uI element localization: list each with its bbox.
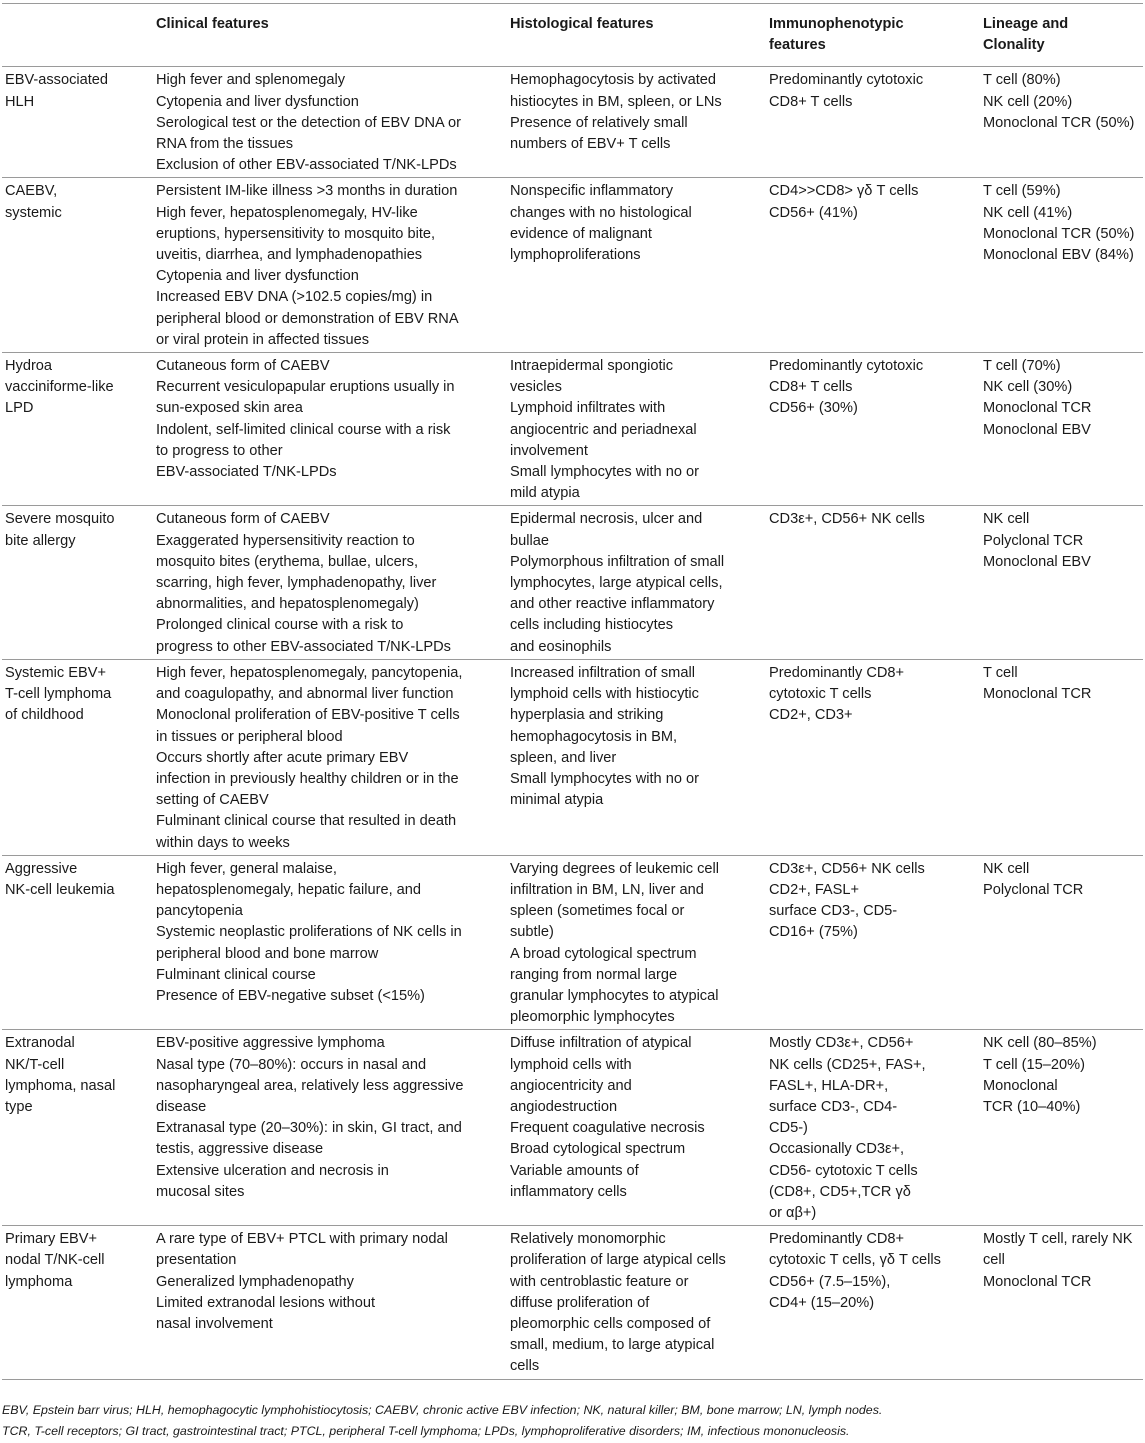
histological-features-cell	[506, 178, 765, 353]
cell-line: subtle)	[510, 924, 554, 941]
cell-line: Increased EBV DNA (>102.5 copies/mg) in	[156, 289, 433, 306]
cell-line: A rare type of EBV+ PTCL with primary nodal	[156, 1231, 448, 1248]
table-row	[2, 1030, 1143, 1226]
cell-line: EBV-associated	[5, 72, 109, 89]
cell-line: with centroblastic feature or	[510, 1273, 689, 1290]
cell-line: Intraepidermal spongiotic	[510, 358, 674, 375]
clinical-features-cell	[152, 659, 506, 855]
cell-line: Presence of EBV-negative subset (<15%)	[156, 987, 425, 1004]
cell-line: Recurrent vesiculopapular eruptions usually in	[156, 379, 455, 396]
cell-line: (CD8+, CD5+,TCR γδ	[769, 1183, 911, 1200]
cell-line: cell	[983, 1252, 1005, 1269]
cell-line: NK-cell leukemia	[5, 881, 115, 898]
cell-line: NK cell	[983, 511, 1030, 528]
header-row	[2, 4, 1143, 67]
cell-line: Mostly CD3ε+, CD56+	[769, 1035, 914, 1052]
cell-line: mild atypia	[510, 485, 580, 502]
lineage-clonality-cell	[979, 67, 1143, 178]
cell-line: Primary EBV+	[5, 1231, 98, 1248]
cell-line: Serological test or the detection of EBV DNA or	[156, 114, 462, 131]
cell-line: Hydroa	[5, 358, 53, 375]
cell-line: testis, aggressive disease	[156, 1141, 324, 1158]
clinical-features-cell	[152, 67, 506, 178]
cell-line: proliferation of large atypical cells	[510, 1252, 726, 1269]
cell-line: Occasionally CD3ε+,	[769, 1141, 905, 1158]
cell-line: Fulminant clinical course that resulted in death	[156, 813, 457, 830]
cell-line: angiodestruction	[510, 1098, 618, 1115]
table-row	[2, 178, 1143, 353]
header-clinical-features: Clinical features	[156, 16, 269, 32]
cell-line: A broad cytological spectrum	[510, 945, 697, 962]
cell-line: NK cell (20%)	[983, 93, 1073, 110]
clinical-features-cell	[152, 506, 506, 659]
cell-line: Epidermal necrosis, ulcer and	[510, 511, 703, 528]
cell-line: Aggressive	[5, 860, 78, 877]
cell-line: CD2+, FASL+	[769, 881, 860, 898]
cell-line: CAEBV,	[5, 183, 58, 200]
cell-line: High fever, general malaise,	[156, 860, 337, 877]
lineage-clonality-cell	[979, 1030, 1143, 1226]
cell-line: Extensive ulceration and necrosis in	[156, 1162, 389, 1179]
footnote-line: EBV, Epstein barr virus; HLH, hemophagocytic lymphohistiocytosis; CAEBV, chronic active EBV infection; NK, natural killer; BM, bone marrow; LN, lymph nodes.	[2, 1403, 883, 1417]
cell-line: uveitis, diarrhea, and lymphadenopathies	[156, 247, 423, 264]
cell-line: abnormalities, and hepatosplenomegaly)	[156, 596, 419, 613]
cell-line: mosquito bites (erythema, bullae, ulcers,	[156, 553, 418, 570]
immunophenotypic-features-cell	[765, 1226, 979, 1379]
cell-line: Monoclonal EBV (84%)	[983, 247, 1134, 264]
cell-line: NK cells (CD25+, FAS+,	[769, 1056, 926, 1073]
table-body	[2, 67, 1143, 1379]
cell-line: minimal atypia	[510, 792, 604, 809]
lineage-clonality-cell	[979, 353, 1143, 506]
cell-line: mucosal sites	[156, 1183, 245, 1200]
cell-line: Monoclonal TCR	[983, 400, 1092, 417]
disease-cell	[2, 178, 152, 353]
cell-line: Fulminant clinical course	[156, 966, 316, 983]
cell-line: lymphoma	[5, 1273, 73, 1290]
cell-line: cells	[510, 1358, 540, 1375]
clinical-features-cell	[152, 353, 506, 506]
cell-line: Polyclonal TCR	[983, 532, 1084, 549]
clinical-features-cell	[152, 1030, 506, 1226]
cell-line: CD4>>CD8> γδ T cells	[769, 183, 919, 200]
cell-line: ranging from normal large	[510, 966, 678, 983]
disease-cell	[2, 855, 152, 1030]
cell-line: T cell (15–20%)	[983, 1056, 1085, 1073]
cell-line: Extranodal	[5, 1035, 75, 1052]
cell-line: Persistent IM-like illness >3 months in duration	[156, 183, 458, 200]
footnote-line: TCR, T-cell receptors; GI tract, gastrointestinal tract; PTCL, peripheral T-cell lymphoma; LPDs, lymphoproliferative disorders; IM, infectious mononucleosis.	[2, 1424, 850, 1438]
table-row	[2, 67, 1143, 178]
lineage-clonality-cell	[979, 178, 1143, 353]
cell-line: changes with no histological	[510, 204, 692, 221]
disease-cell	[2, 1030, 152, 1226]
cell-line: Predominantly cytotoxic	[769, 358, 924, 375]
cell-line: hemophagocytosis in BM,	[510, 728, 678, 745]
cell-line: Broad cytological spectrum	[510, 1141, 686, 1158]
cell-line: eruptions, hypersensitivity to mosquito bite,	[156, 225, 436, 242]
cell-line: CD8+ T cells	[769, 93, 853, 110]
cell-line: Severe mosquito	[5, 511, 115, 528]
histological-features-cell	[506, 855, 765, 1030]
cell-line: NK cell	[983, 860, 1030, 877]
cell-line: Systemic EBV+	[5, 664, 106, 681]
cell-line: inflammatory cells	[510, 1183, 627, 1200]
cell-line: vacciniforme-like	[5, 379, 114, 396]
cell-line: Diffuse infiltration of atypical	[510, 1035, 692, 1052]
lineage-clonality-cell	[979, 659, 1143, 855]
cell-line: Extranasal type (20–30%): in skin, GI tract, and	[156, 1120, 462, 1137]
cell-line: CD3ε+, CD56+ NK cells	[769, 860, 925, 877]
disease-cell	[2, 659, 152, 855]
cell-line: and coagulopathy, and abnormal liver function	[156, 686, 454, 703]
cell-line: Monoclonal TCR (50%)	[983, 225, 1135, 242]
cell-line: nasal involvement	[156, 1315, 273, 1332]
table-footnote	[2, 1400, 1143, 1442]
cell-line: Exclusion of other EBV-associated T/NK-LPDs	[156, 157, 457, 174]
cell-line: CD2+, CD3+	[769, 707, 853, 724]
cell-line: pleomorphic lymphocytes	[510, 1009, 675, 1026]
cell-line: CD3ε+, CD56+ NK cells	[769, 511, 925, 528]
disease-cell	[2, 506, 152, 659]
cell-line: High fever and splenomegaly	[156, 72, 346, 89]
cell-line: involvement	[510, 442, 588, 459]
cell-line: surface CD3-, CD5-	[769, 903, 898, 920]
immunophenotypic-features-cell	[765, 506, 979, 659]
cell-line: spleen (sometimes focal or	[510, 903, 685, 920]
cell-line: Polymorphous infiltration of small	[510, 553, 725, 570]
cell-line: presentation	[156, 1252, 237, 1269]
cell-line: Small lymphocytes with no or	[510, 770, 699, 787]
header-lineage-clonality: Lineage and Clonality	[983, 16, 1069, 54]
cell-line: CD56+ (41%)	[769, 204, 858, 221]
cell-line: Polyclonal TCR	[983, 881, 1084, 898]
disease-cell	[2, 353, 152, 506]
cell-line: setting of CAEBV	[156, 792, 269, 809]
cell-line: Cytopenia and liver dysfunction	[156, 93, 359, 110]
cell-line: CD16+ (75%)	[769, 924, 858, 941]
histological-features-cell	[506, 1030, 765, 1226]
cell-line: Occurs shortly after acute primary EBV	[156, 749, 409, 766]
cell-line: TCR (10–40%)	[983, 1098, 1081, 1115]
immunophenotypic-features-cell	[765, 1030, 979, 1226]
cell-line: to progress to other	[156, 442, 283, 459]
disease-cell	[2, 1226, 152, 1379]
table-row	[2, 353, 1143, 506]
cell-line: EBV-positive aggressive lymphoma	[156, 1035, 385, 1052]
cell-line: High fever, hepatosplenomegaly, HV-like	[156, 204, 418, 221]
cell-line: Predominantly cytotoxic	[769, 72, 924, 89]
cell-line: Exaggerated hypersensitivity reaction to	[156, 532, 415, 549]
cell-line: Predominantly CD8+	[769, 1231, 905, 1248]
cell-line: diffuse proliferation of	[510, 1294, 650, 1311]
table-row	[2, 506, 1143, 659]
cell-line: CD4+ (15–20%)	[769, 1294, 875, 1311]
cell-line: infection in previously healthy children or in the	[156, 770, 459, 787]
cell-line: surface CD3-, CD4-	[769, 1098, 898, 1115]
cell-line: Limited extranodal lesions without	[156, 1294, 376, 1311]
cell-line: Prolonged clinical course with a risk to	[156, 617, 404, 634]
cell-line: Monoclonal TCR	[983, 1273, 1092, 1290]
cell-line: CD56- cytotoxic T cells	[769, 1162, 918, 1179]
cell-line: Cytopenia and liver dysfunction	[156, 268, 359, 285]
cell-line: RNA from the tissues	[156, 136, 294, 153]
cell-line: Nasal type (70–80%): occurs in nasal and	[156, 1056, 427, 1073]
cell-line: NK cell (80–85%)	[983, 1035, 1097, 1052]
cell-line: evidence of malignant	[510, 225, 652, 242]
cell-line: bullae	[510, 532, 549, 549]
lineage-clonality-cell	[979, 506, 1143, 659]
cell-line: of childhood	[5, 707, 84, 724]
immunophenotypic-features-cell	[765, 67, 979, 178]
cell-line: Monoclonal EBV	[983, 553, 1091, 570]
table-header	[2, 4, 1143, 67]
cell-line: CD56+ (7.5–15%),	[769, 1273, 891, 1290]
cell-line: CD8+ T cells	[769, 379, 853, 396]
cell-line: angiocentricity and	[510, 1077, 632, 1094]
cell-line: NK/T-cell	[5, 1056, 65, 1073]
clinical-features-cell	[152, 855, 506, 1030]
cell-line: Monoclonal proliferation of EBV-positive T cells	[156, 707, 460, 724]
histological-features-cell	[506, 67, 765, 178]
cell-line: or αβ+)	[769, 1204, 817, 1221]
cell-line: cytotoxic T cells	[769, 686, 872, 703]
cell-line: systemic	[5, 204, 62, 221]
cell-line: and other reactive inflammatory	[510, 596, 715, 613]
cell-line: histiocytes in BM, spleen, or LNs	[510, 93, 722, 110]
cell-line: Frequent coagulative necrosis	[510, 1120, 705, 1137]
cell-line: in tissues or peripheral blood	[156, 728, 343, 745]
cell-line: EBV-associated T/NK-LPDs	[156, 464, 337, 481]
cell-line: Cutaneous form of CAEBV	[156, 511, 330, 528]
cell-line: or viral protein in affected tissues	[156, 331, 370, 348]
header-immunophenotypic-features: Immunophenotypic features	[769, 16, 904, 54]
cell-line: NK cell (41%)	[983, 204, 1073, 221]
header-histological-features: Histological features	[510, 16, 654, 32]
cell-line: small, medium, to large atypical	[510, 1337, 715, 1354]
immunophenotypic-features-cell	[765, 353, 979, 506]
cell-line: Monoclonal EBV	[983, 421, 1091, 438]
cell-line: T cell	[983, 664, 1018, 681]
cell-line: numbers of EBV+ T cells	[510, 136, 671, 153]
cell-line: Varying degrees of leukemic cell	[510, 860, 720, 877]
histological-features-cell	[506, 659, 765, 855]
cell-line: Mostly T cell, rarely NK	[983, 1231, 1133, 1248]
cell-line: and eosinophils	[510, 638, 612, 655]
table-row	[2, 1226, 1143, 1379]
cell-line: Systemic neoplastic proliferations of NK cells in	[156, 924, 462, 941]
lpd-comparison-table	[2, 3, 1143, 1380]
lineage-clonality-cell	[979, 1226, 1143, 1379]
cell-line: nodal T/NK-cell	[5, 1252, 105, 1269]
cell-line: type	[5, 1098, 33, 1115]
cell-line: lymphoma, nasal	[5, 1077, 116, 1094]
header-disease	[2, 4, 152, 67]
clinical-features-cell	[152, 1226, 506, 1379]
cell-line: HLH	[5, 93, 35, 110]
cell-line: angiocentric and periadnexal	[510, 421, 697, 438]
cell-line: Monoclonal TCR (50%)	[983, 114, 1135, 131]
cell-line: vesicles	[510, 379, 562, 396]
cell-line: peripheral blood or demonstration of EBV RNA	[156, 310, 459, 327]
cell-line: Small lymphocytes with no or	[510, 464, 699, 481]
immunophenotypic-features-cell	[765, 855, 979, 1030]
cell-line: LPD	[5, 400, 34, 417]
cell-line: Indolent, self-limited clinical course with a risk	[156, 421, 451, 438]
cell-line: hyperplasia and striking	[510, 707, 664, 724]
cell-line: NK cell (30%)	[983, 379, 1073, 396]
cell-line: lymphoid cells with histiocytic	[510, 686, 699, 703]
cell-line: FASL+, HLA-DR+,	[769, 1077, 889, 1094]
cell-line: T cell (59%)	[983, 183, 1061, 200]
cell-line: Monoclonal	[983, 1077, 1058, 1094]
cell-line: T-cell lymphoma	[5, 686, 112, 703]
cell-line: CD56+ (30%)	[769, 400, 858, 417]
table-row	[2, 659, 1143, 855]
cell-line: disease	[156, 1098, 207, 1115]
table-row	[2, 855, 1143, 1030]
cell-line: Nonspecific inflammatory	[510, 183, 674, 200]
cell-line: T cell (70%)	[983, 358, 1061, 375]
cell-line: scarring, high fever, lymphadenopathy, liver	[156, 575, 437, 592]
lineage-clonality-cell	[979, 855, 1143, 1030]
cell-line: Increased infiltration of small	[510, 664, 695, 681]
cell-line: Relatively monomorphic	[510, 1231, 666, 1248]
cell-line: pleomorphic cells composed of	[510, 1315, 711, 1332]
cell-line: infiltration in BM, LN, liver and	[510, 881, 704, 898]
cell-line: lymphoproliferations	[510, 247, 641, 264]
histological-features-cell	[506, 506, 765, 659]
histological-features-cell	[506, 353, 765, 506]
cell-line: cells including histiocytes	[510, 617, 674, 634]
immunophenotypic-features-cell	[765, 659, 979, 855]
cell-line: Hemophagocytosis by activated	[510, 72, 717, 89]
cell-line: sun-exposed skin area	[156, 400, 303, 417]
cell-line: lymphoid cells with	[510, 1056, 632, 1073]
disease-cell	[2, 67, 152, 178]
cell-line: High fever, hepatosplenomegaly, pancytopenia,	[156, 664, 463, 681]
cell-line: spleen, and liver	[510, 749, 617, 766]
cell-line: progress to other EBV-associated T/NK-LPDs	[156, 638, 451, 655]
cell-line: lymphocytes, large atypical cells,	[510, 575, 723, 592]
cell-line: T cell (80%)	[983, 72, 1061, 89]
clinical-features-cell	[152, 178, 506, 353]
cell-line: granular lymphocytes to atypical	[510, 987, 719, 1004]
cell-line: peripheral blood and bone marrow	[156, 945, 379, 962]
cell-line: cytotoxic T cells, γδ T cells	[769, 1252, 941, 1269]
cell-line: Lymphoid infiltrates with	[510, 400, 666, 417]
cell-line: CD5-)	[769, 1120, 808, 1137]
cell-line: Predominantly CD8+	[769, 664, 905, 681]
cell-line: Generalized lymphadenopathy	[156, 1273, 354, 1290]
cell-line: within days to weeks	[156, 834, 290, 851]
histological-features-cell	[506, 1226, 765, 1379]
cell-line: nasopharyngeal area, relatively less aggressive	[156, 1077, 464, 1094]
immunophenotypic-features-cell	[765, 178, 979, 353]
cell-line: bite allergy	[5, 532, 76, 549]
cell-line: Cutaneous form of CAEBV	[156, 358, 330, 375]
cell-line: pancytopenia	[156, 903, 243, 920]
cell-line: Presence of relatively small	[510, 114, 688, 131]
cell-line: hepatosplenomegaly, hepatic failure, and	[156, 881, 422, 898]
cell-line: Monoclonal TCR	[983, 686, 1092, 703]
cell-line: Variable amounts of	[510, 1162, 639, 1179]
